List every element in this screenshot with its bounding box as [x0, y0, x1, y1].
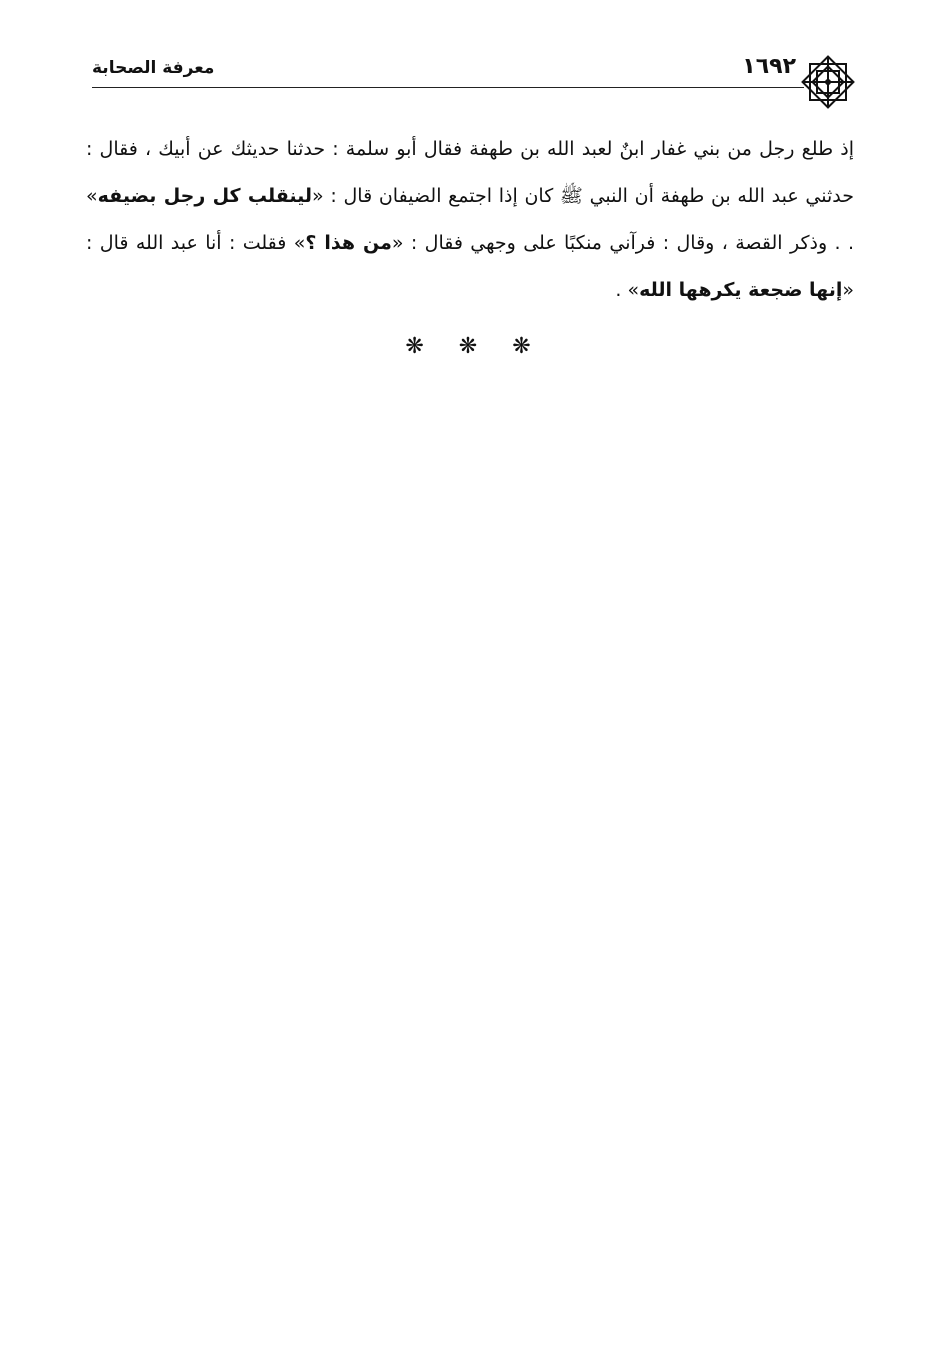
header-rule	[92, 87, 804, 88]
text-segment: » . . وذكر القصة ، وقال : فرآني منكبًا على وجهي فقال : «	[86, 185, 854, 254]
hadith-quote: لينقلب كل رجل بضيفه	[97, 185, 313, 207]
page-header	[0, 0, 948, 120]
text-segment: » فقلت : أنا عبد الله قال : «	[86, 232, 854, 301]
section-separator: ❋ ❋ ❋	[405, 334, 545, 359]
main-paragraph	[86, 126, 854, 314]
hadith-quote: إنها ضجعة يكرهها الله	[639, 279, 843, 301]
hadith-quote: من هذا ؟	[305, 232, 392, 254]
text-segment: » .	[615, 279, 640, 301]
islamic-star-ornament-icon	[796, 50, 860, 114]
page-number: ١٦٩٢	[742, 54, 796, 79]
running-title: معرفة الصحابة	[92, 58, 215, 78]
text-segment: إذ طلع رجل من بني غفار ابنٌ لعبد الله بن طهفة فقال أبو سلمة : حدثنا حديثك عن أبيك ، فقال : حدثني عبد الله بن طهفة أن النبي ﷺ كان إذا اجتمع الضيفان قال : «	[86, 138, 854, 207]
